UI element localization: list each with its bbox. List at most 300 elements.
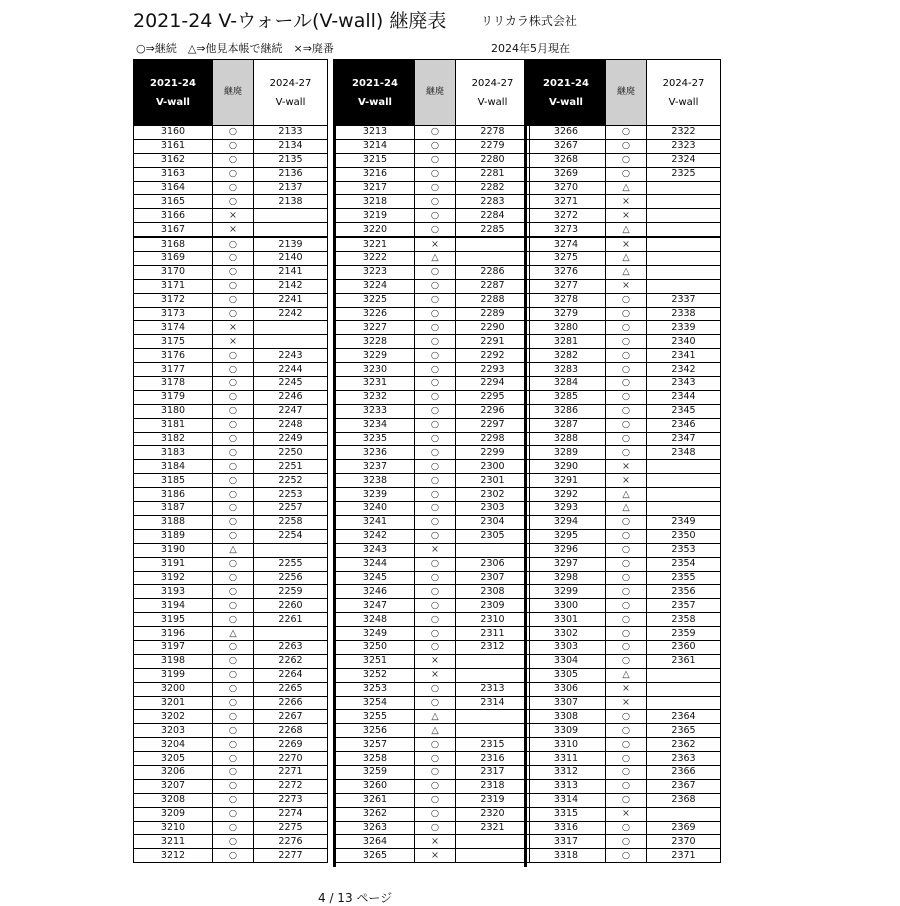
new-number-cell bbox=[456, 252, 530, 266]
new-number-cell: 2272 bbox=[254, 779, 328, 793]
new-number-cell: 2287 bbox=[456, 279, 530, 293]
table-row bbox=[336, 585, 530, 599]
table-row bbox=[134, 585, 328, 599]
new-number-cell: 2306 bbox=[456, 557, 530, 571]
new-number-cell: 2133 bbox=[254, 126, 328, 140]
table-row bbox=[527, 363, 721, 377]
table-row bbox=[134, 139, 328, 153]
table-row bbox=[134, 738, 328, 752]
status-cell: × bbox=[606, 279, 647, 293]
status-cell: △ bbox=[606, 488, 647, 502]
old-number-cell: 3222 bbox=[336, 252, 415, 266]
status-cell: ○ bbox=[213, 126, 254, 140]
new-number-cell: 2249 bbox=[254, 432, 328, 446]
new-number-cell bbox=[456, 710, 530, 724]
table-row bbox=[134, 849, 328, 863]
table-row bbox=[134, 404, 328, 418]
status-cell: ○ bbox=[213, 418, 254, 432]
table-row bbox=[527, 571, 721, 585]
old-number-cell: 3197 bbox=[134, 640, 213, 654]
old-number-cell: 3199 bbox=[134, 668, 213, 682]
new-number-cell: 2246 bbox=[254, 390, 328, 404]
old-number-cell: 3215 bbox=[336, 153, 415, 167]
header-new-name: V-wall bbox=[275, 96, 306, 108]
new-number-cell: 2318 bbox=[456, 779, 530, 793]
company-name: リリカラ株式会社 bbox=[481, 14, 577, 28]
new-number-cell bbox=[647, 807, 721, 821]
status-cell: ○ bbox=[213, 460, 254, 474]
old-number-cell: 3230 bbox=[336, 363, 415, 377]
new-number-cell: 2294 bbox=[456, 377, 530, 391]
old-number-cell: 3188 bbox=[134, 515, 213, 529]
new-number-cell: 2357 bbox=[647, 599, 721, 613]
old-number-cell: 3164 bbox=[134, 181, 213, 195]
table-row bbox=[336, 279, 530, 293]
new-number-cell: 2293 bbox=[456, 363, 530, 377]
old-number-cell: 3267 bbox=[527, 139, 606, 153]
table-row bbox=[336, 529, 530, 543]
new-number-cell bbox=[647, 279, 721, 293]
status-cell: ○ bbox=[606, 849, 647, 863]
status-cell: ○ bbox=[606, 307, 647, 321]
new-number-cell: 2361 bbox=[647, 654, 721, 668]
old-number-cell: 3172 bbox=[134, 293, 213, 307]
table-row bbox=[527, 710, 721, 724]
column-divider bbox=[333, 59, 336, 867]
new-number-cell: 2363 bbox=[647, 752, 721, 766]
old-number-cell: 3275 bbox=[527, 252, 606, 266]
old-number-cell: 3270 bbox=[527, 181, 606, 195]
status-cell: ○ bbox=[213, 849, 254, 863]
old-number-cell: 3241 bbox=[336, 515, 415, 529]
status-cell: ○ bbox=[606, 557, 647, 571]
status-cell: ○ bbox=[606, 835, 647, 849]
old-number-cell: 3161 bbox=[134, 139, 213, 153]
table-row bbox=[527, 223, 721, 237]
status-cell: ○ bbox=[606, 585, 647, 599]
table-row bbox=[134, 167, 328, 181]
old-number-cell: 3191 bbox=[134, 557, 213, 571]
table-row bbox=[134, 181, 328, 195]
old-number-cell: 3194 bbox=[134, 599, 213, 613]
table-row bbox=[527, 377, 721, 391]
header-old-name: V-wall bbox=[548, 96, 583, 108]
old-number-cell: 3231 bbox=[336, 377, 415, 391]
table-row bbox=[527, 446, 721, 460]
old-number-cell: 3248 bbox=[336, 613, 415, 627]
old-number-cell: 3272 bbox=[527, 209, 606, 223]
table-row bbox=[527, 738, 721, 752]
table-row bbox=[134, 821, 328, 835]
status-cell: ○ bbox=[213, 446, 254, 460]
table-row bbox=[527, 349, 721, 363]
old-number-cell: 3170 bbox=[134, 265, 213, 279]
status-cell: ○ bbox=[213, 765, 254, 779]
new-number-cell bbox=[254, 543, 328, 557]
status-cell: ○ bbox=[606, 126, 647, 140]
new-number-cell: 2319 bbox=[456, 793, 530, 807]
status-cell: ○ bbox=[415, 557, 456, 571]
old-number-cell: 3245 bbox=[336, 571, 415, 585]
old-number-cell: 3162 bbox=[134, 153, 213, 167]
old-number-cell: 3255 bbox=[336, 710, 415, 724]
table-row bbox=[527, 432, 721, 446]
status-cell: △ bbox=[213, 627, 254, 641]
old-number-cell: 3206 bbox=[134, 765, 213, 779]
table-row bbox=[336, 307, 530, 321]
old-number-cell: 3249 bbox=[336, 627, 415, 641]
new-number-cell bbox=[254, 335, 328, 349]
new-number-cell bbox=[647, 223, 721, 237]
status-cell: ○ bbox=[606, 404, 647, 418]
old-number-cell: 3196 bbox=[134, 627, 213, 641]
new-number-cell: 2312 bbox=[456, 640, 530, 654]
old-number-cell: 3192 bbox=[134, 571, 213, 585]
status-cell: ○ bbox=[606, 543, 647, 557]
table-row bbox=[134, 779, 328, 793]
new-number-cell: 2138 bbox=[254, 195, 328, 209]
status-cell: ○ bbox=[415, 779, 456, 793]
table-row bbox=[134, 654, 328, 668]
table-row bbox=[527, 779, 721, 793]
new-number-cell: 2286 bbox=[456, 265, 530, 279]
table-row bbox=[336, 696, 530, 710]
old-number-cell: 3183 bbox=[134, 446, 213, 460]
old-number-cell: 3317 bbox=[527, 835, 606, 849]
status-cell: ○ bbox=[213, 640, 254, 654]
status-cell: ○ bbox=[415, 502, 456, 516]
table-row bbox=[134, 682, 328, 696]
new-number-cell: 2253 bbox=[254, 488, 328, 502]
new-number-cell: 2260 bbox=[254, 599, 328, 613]
status-cell: △ bbox=[415, 710, 456, 724]
table-row bbox=[134, 529, 328, 543]
table-row bbox=[336, 418, 530, 432]
old-number-cell: 3181 bbox=[134, 418, 213, 432]
new-number-cell: 2141 bbox=[254, 265, 328, 279]
table-row bbox=[134, 209, 328, 223]
header-new-year: 2024-27 bbox=[471, 77, 514, 89]
new-number-cell: 2371 bbox=[647, 849, 721, 863]
new-number-cell bbox=[647, 668, 721, 682]
old-number-cell: 3226 bbox=[336, 307, 415, 321]
new-number-cell: 2241 bbox=[254, 293, 328, 307]
status-cell: ○ bbox=[415, 223, 456, 237]
new-number-cell: 2265 bbox=[254, 682, 328, 696]
header-new-name: V-wall bbox=[668, 96, 699, 108]
old-number-cell: 3205 bbox=[134, 752, 213, 766]
new-number-cell bbox=[647, 195, 721, 209]
table-row bbox=[336, 571, 530, 585]
old-number-cell: 3233 bbox=[336, 404, 415, 418]
status-cell: ○ bbox=[415, 571, 456, 585]
table-row bbox=[336, 627, 530, 641]
table-row bbox=[336, 363, 530, 377]
table-row bbox=[134, 349, 328, 363]
table-row bbox=[134, 265, 328, 279]
table-row bbox=[134, 502, 328, 516]
old-number-cell: 3263 bbox=[336, 821, 415, 835]
new-number-cell bbox=[647, 209, 721, 223]
old-number-cell: 3214 bbox=[336, 139, 415, 153]
status-table bbox=[335, 59, 530, 863]
status-cell: ○ bbox=[606, 529, 647, 543]
table-row bbox=[134, 627, 328, 641]
new-number-cell: 2346 bbox=[647, 418, 721, 432]
table-row bbox=[527, 585, 721, 599]
new-number-cell: 2136 bbox=[254, 167, 328, 181]
new-number-cell: 2142 bbox=[254, 279, 328, 293]
new-number-cell: 2259 bbox=[254, 585, 328, 599]
table-row bbox=[336, 432, 530, 446]
old-number-cell: 3313 bbox=[527, 779, 606, 793]
old-number-cell: 3278 bbox=[527, 293, 606, 307]
old-number-cell: 3169 bbox=[134, 252, 213, 266]
old-number-cell: 3247 bbox=[336, 599, 415, 613]
status-cell: ○ bbox=[415, 446, 456, 460]
status-cell: ○ bbox=[606, 765, 647, 779]
new-number-cell bbox=[456, 835, 530, 849]
table-row bbox=[134, 696, 328, 710]
new-number-cell bbox=[647, 460, 721, 474]
table-row bbox=[336, 640, 530, 654]
new-number-cell: 2266 bbox=[254, 696, 328, 710]
table-row bbox=[527, 181, 721, 195]
old-number-cell: 3174 bbox=[134, 321, 213, 335]
status-cell: ○ bbox=[415, 585, 456, 599]
new-number-cell: 2315 bbox=[456, 738, 530, 752]
table-row bbox=[134, 418, 328, 432]
status-cell: ○ bbox=[606, 349, 647, 363]
old-number-cell: 3163 bbox=[134, 167, 213, 181]
old-number-cell: 3165 bbox=[134, 195, 213, 209]
table-row bbox=[336, 153, 530, 167]
old-number-cell: 3234 bbox=[336, 418, 415, 432]
table-row bbox=[134, 765, 328, 779]
old-number-cell: 3298 bbox=[527, 571, 606, 585]
old-number-cell: 3258 bbox=[336, 752, 415, 766]
new-number-cell: 2135 bbox=[254, 153, 328, 167]
status-cell: × bbox=[213, 223, 254, 237]
header-new-name: V-wall bbox=[477, 96, 508, 108]
new-number-cell: 2345 bbox=[647, 404, 721, 418]
old-number-cell: 3297 bbox=[527, 557, 606, 571]
table-row bbox=[134, 613, 328, 627]
table-row bbox=[527, 752, 721, 766]
table-row bbox=[336, 793, 530, 807]
status-cell: ○ bbox=[606, 752, 647, 766]
new-number-cell: 2256 bbox=[254, 571, 328, 585]
status-cell: ○ bbox=[213, 404, 254, 418]
table-row bbox=[336, 167, 530, 181]
old-number-cell: 3238 bbox=[336, 474, 415, 488]
status-cell: ○ bbox=[213, 668, 254, 682]
status-cell: △ bbox=[606, 252, 647, 266]
table-row bbox=[134, 377, 328, 391]
status-cell: × bbox=[213, 321, 254, 335]
old-number-cell: 3281 bbox=[527, 335, 606, 349]
new-number-cell: 2248 bbox=[254, 418, 328, 432]
as-of-date: 2024年5月現在 bbox=[491, 42, 570, 55]
old-number-cell: 3216 bbox=[336, 167, 415, 181]
new-number-cell: 2362 bbox=[647, 738, 721, 752]
old-number-cell: 3223 bbox=[336, 265, 415, 279]
new-number-cell: 2262 bbox=[254, 654, 328, 668]
new-number-cell: 2343 bbox=[647, 377, 721, 391]
status-cell: ○ bbox=[415, 293, 456, 307]
new-number-cell: 2278 bbox=[456, 126, 530, 140]
old-number-cell: 3242 bbox=[336, 529, 415, 543]
status-cell: ○ bbox=[606, 139, 647, 153]
table-row bbox=[527, 209, 721, 223]
table-row bbox=[527, 126, 721, 140]
old-number-cell: 3303 bbox=[527, 640, 606, 654]
table-row bbox=[336, 849, 530, 863]
old-number-cell: 3306 bbox=[527, 682, 606, 696]
old-number-cell: 3282 bbox=[527, 349, 606, 363]
table-row bbox=[336, 460, 530, 474]
table-row bbox=[336, 738, 530, 752]
table-row bbox=[527, 627, 721, 641]
status-cell: ○ bbox=[606, 321, 647, 335]
status-cell: ○ bbox=[213, 807, 254, 821]
status-cell: ○ bbox=[213, 571, 254, 585]
new-number-cell: 2299 bbox=[456, 446, 530, 460]
new-number-cell: 2134 bbox=[254, 139, 328, 153]
header-new-series bbox=[647, 60, 721, 126]
table-row bbox=[336, 237, 530, 251]
old-number-cell: 3202 bbox=[134, 710, 213, 724]
old-number-cell: 3250 bbox=[336, 640, 415, 654]
new-number-cell bbox=[647, 252, 721, 266]
table-row bbox=[336, 223, 530, 237]
old-number-cell: 3213 bbox=[336, 126, 415, 140]
old-number-cell: 3211 bbox=[134, 835, 213, 849]
old-number-cell: 3239 bbox=[336, 488, 415, 502]
status-cell: ○ bbox=[415, 752, 456, 766]
table-row bbox=[336, 139, 530, 153]
new-number-cell: 2290 bbox=[456, 321, 530, 335]
new-number-cell: 2279 bbox=[456, 139, 530, 153]
old-number-cell: 3190 bbox=[134, 543, 213, 557]
table-row bbox=[134, 752, 328, 766]
old-number-cell: 3167 bbox=[134, 223, 213, 237]
old-number-cell: 3266 bbox=[527, 126, 606, 140]
new-number-cell: 2274 bbox=[254, 807, 328, 821]
status-cell: ○ bbox=[415, 181, 456, 195]
header-old-year: 2021-24 bbox=[352, 77, 398, 89]
status-cell: ○ bbox=[415, 363, 456, 377]
old-number-cell: 3318 bbox=[527, 849, 606, 863]
table-row bbox=[336, 752, 530, 766]
new-number-cell: 2257 bbox=[254, 502, 328, 516]
old-number-cell: 3220 bbox=[336, 223, 415, 237]
new-number-cell: 2284 bbox=[456, 209, 530, 223]
old-number-cell: 3189 bbox=[134, 529, 213, 543]
table-row bbox=[527, 543, 721, 557]
status-cell: ○ bbox=[606, 515, 647, 529]
status-cell: ○ bbox=[415, 390, 456, 404]
old-number-cell: 3260 bbox=[336, 779, 415, 793]
table-row bbox=[527, 849, 721, 863]
old-number-cell: 3171 bbox=[134, 279, 213, 293]
table-row bbox=[134, 488, 328, 502]
new-number-cell: 2277 bbox=[254, 849, 328, 863]
table-row bbox=[134, 432, 328, 446]
new-number-cell: 2291 bbox=[456, 335, 530, 349]
table-row bbox=[336, 779, 530, 793]
new-number-cell: 2250 bbox=[254, 446, 328, 460]
header-old-year: 2021-24 bbox=[543, 77, 589, 89]
new-number-cell: 2368 bbox=[647, 793, 721, 807]
new-number-cell: 2302 bbox=[456, 488, 530, 502]
new-number-cell: 2320 bbox=[456, 807, 530, 821]
table-row bbox=[134, 252, 328, 266]
table-row bbox=[134, 321, 328, 335]
table-row bbox=[336, 377, 530, 391]
status-cell: ○ bbox=[213, 724, 254, 738]
new-number-cell: 2269 bbox=[254, 738, 328, 752]
column-divider bbox=[524, 59, 527, 867]
new-number-cell: 2311 bbox=[456, 627, 530, 641]
status-cell: ○ bbox=[606, 599, 647, 613]
new-number-cell: 2282 bbox=[456, 181, 530, 195]
table-row bbox=[527, 724, 721, 738]
header-status: 継廃 bbox=[213, 60, 254, 126]
old-number-cell: 3261 bbox=[336, 793, 415, 807]
table-row bbox=[527, 821, 721, 835]
status-cell: ○ bbox=[415, 765, 456, 779]
table-row bbox=[336, 654, 530, 668]
table-row bbox=[134, 793, 328, 807]
old-number-cell: 3244 bbox=[336, 557, 415, 571]
new-number-cell: 2139 bbox=[254, 237, 328, 251]
old-number-cell: 3175 bbox=[134, 335, 213, 349]
old-number-cell: 3274 bbox=[527, 237, 606, 251]
new-number-cell: 2242 bbox=[254, 307, 328, 321]
table-row bbox=[527, 335, 721, 349]
status-cell: ○ bbox=[415, 488, 456, 502]
table-row bbox=[134, 668, 328, 682]
status-cell: × bbox=[606, 474, 647, 488]
status-table bbox=[133, 59, 328, 863]
table-block-2 bbox=[335, 59, 529, 863]
new-number-cell: 2307 bbox=[456, 571, 530, 585]
old-number-cell: 3289 bbox=[527, 446, 606, 460]
table-row bbox=[527, 599, 721, 613]
status-cell: ○ bbox=[415, 529, 456, 543]
old-number-cell: 3201 bbox=[134, 696, 213, 710]
status-cell: ○ bbox=[415, 349, 456, 363]
status-cell: △ bbox=[606, 668, 647, 682]
old-number-cell: 3262 bbox=[336, 807, 415, 821]
table-row bbox=[336, 557, 530, 571]
old-number-cell: 3296 bbox=[527, 543, 606, 557]
header-old-series bbox=[336, 60, 415, 126]
old-number-cell: 3217 bbox=[336, 181, 415, 195]
table-row bbox=[134, 293, 328, 307]
new-number-cell: 2341 bbox=[647, 349, 721, 363]
old-number-cell: 3311 bbox=[527, 752, 606, 766]
new-number-cell: 2258 bbox=[254, 515, 328, 529]
new-number-cell bbox=[647, 237, 721, 251]
status-cell: ○ bbox=[606, 738, 647, 752]
status-cell: × bbox=[415, 654, 456, 668]
table-row bbox=[527, 390, 721, 404]
table-row bbox=[527, 265, 721, 279]
old-number-cell: 3273 bbox=[527, 223, 606, 237]
table-row bbox=[134, 126, 328, 140]
